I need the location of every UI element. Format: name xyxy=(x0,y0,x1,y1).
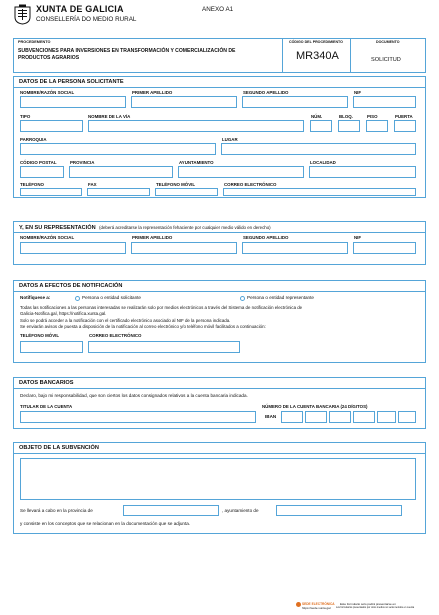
subsidy-title-rule xyxy=(13,453,426,454)
notification-mobile-field[interactable] xyxy=(20,341,83,353)
rep-name-label: NOMBRE/RAZÓN SOCIAL xyxy=(20,235,75,240)
account-group-5[interactable] xyxy=(398,411,416,423)
procedure-divider-2 xyxy=(350,38,351,73)
notification-mobile-label: TELÉFONO MÓVIL xyxy=(20,333,60,338)
rep-name-field[interactable] xyxy=(20,242,126,254)
representation-note: (deberá acreditarse la representación fehaciente por cualquier medio válido en derecho) xyxy=(99,225,271,230)
applicant-municipality-field[interactable] xyxy=(178,166,304,178)
notify-applicant-label: Persona o entidad solicitante xyxy=(82,295,141,300)
applicant-parish-label: PARROQUIA xyxy=(20,137,47,142)
representation-title: Y, EN SU REPRESENTACIÓN xyxy=(19,225,96,231)
footer-text-3: Los formularios presentados por otros medios no serán tenidos en cuenta xyxy=(336,606,415,609)
account-group-3[interactable] xyxy=(353,411,375,423)
applicant-num-field[interactable] xyxy=(310,120,332,132)
applicant-phone-label: TELÉFONO xyxy=(20,182,44,187)
applicant-place-field[interactable] xyxy=(221,143,416,155)
applicant-num-label: NÚM. xyxy=(311,114,323,119)
applicant-surname1-field[interactable] xyxy=(131,96,237,108)
applicant-floor-label: PISO xyxy=(367,114,378,119)
applicant-street-field[interactable] xyxy=(88,120,304,132)
coat-of-arms-icon xyxy=(13,4,32,25)
applicant-surname1-label: PRIMER APELLIDO xyxy=(132,90,173,95)
applicant-title-rule xyxy=(13,87,426,88)
procedure-label: PROCEDEMENTO xyxy=(18,40,51,44)
applicant-surname2-field[interactable] xyxy=(242,96,348,108)
procedure-title-1: SUBVENCIONES PARA INVERSIONES EN TRANSFORMACIÓN Y COMERCIALIZACIÓN DE xyxy=(18,48,236,54)
document-value: SOLICITUD xyxy=(371,57,401,63)
subsidy-municipality-text: , ayuntamiento de xyxy=(222,508,259,513)
applicant-nif-field[interactable] xyxy=(353,96,416,108)
applicant-title: DATOS DE LA PERSONA SOLICITANTE xyxy=(19,79,124,85)
rep-surname1-label: PRIMER APELLIDO xyxy=(132,235,173,240)
applicant-locality-label: LOCALIDAD xyxy=(310,160,336,165)
procedure-code: MR340A xyxy=(296,50,339,62)
representation-heading xyxy=(19,225,271,232)
notify-applicant-radio[interactable] xyxy=(75,296,80,301)
subsidy-title: OBJETO DE LA SUBVENCIÓN xyxy=(19,445,99,451)
iban-label: IBAN xyxy=(265,414,277,419)
rep-surname2-field[interactable] xyxy=(242,242,348,254)
notification-title-rule xyxy=(13,291,426,292)
department-name: CONSELLERÍA DO MEDIO RURAL xyxy=(36,16,137,23)
footer-text-1: Este formulario solo podrá presentarse en xyxy=(340,602,396,606)
applicant-section xyxy=(13,76,426,198)
applicant-phone-field[interactable] xyxy=(20,188,82,196)
procedure-code-label: CÓDIGO DEL PROCEDIMIENTO xyxy=(289,40,343,44)
subsidy-description-field[interactable] xyxy=(20,458,416,500)
notification-text-1: Todas las notificaciones a las personas interesadas se realizarán solo por medios electrónicos a través del Sistema de notificación electrónica de xyxy=(20,305,303,310)
rep-surname2-label: SEGUNDO APELLIDO xyxy=(243,235,289,240)
applicant-block-field[interactable] xyxy=(338,120,360,132)
applicant-email-field[interactable] xyxy=(223,188,416,196)
rep-nif-field[interactable] xyxy=(353,242,416,254)
applicant-postal-field[interactable] xyxy=(20,166,64,178)
procedure-divider-1 xyxy=(282,38,283,73)
subsidy-municipality-field[interactable] xyxy=(276,505,402,516)
applicant-place-label: LUGAR xyxy=(222,137,238,142)
bank-holder-label: TITULAR DE LA CUENTA xyxy=(20,404,73,409)
applicant-surname2-label: SEGUNDO APELLIDO xyxy=(243,90,289,95)
applicant-parish-field[interactable] xyxy=(20,143,216,155)
bank-statement: Declaro, bajo mi responsabilidad, que son ciertos los datos consignados relativos a la cuenta bancaria indicada. xyxy=(20,393,248,398)
bank-title: DATOS BANCARIOS xyxy=(19,380,74,386)
document-label: DOCUMENTO xyxy=(376,40,400,44)
sede-label: SEDE ELECTRÓNICA xyxy=(302,602,335,606)
notify-to-label: Notifíquese a: xyxy=(20,295,51,300)
rep-nif-label: NIF xyxy=(354,235,362,240)
account-group-4[interactable] xyxy=(377,411,396,423)
iban-field[interactable] xyxy=(281,411,303,423)
notification-email-label: CORREO ELECTRÓNICO xyxy=(89,333,142,338)
applicant-province-field[interactable] xyxy=(69,166,173,178)
representation-title-rule xyxy=(13,232,426,233)
applicant-type-field[interactable] xyxy=(20,120,83,132)
footer-text-2: https://sede.xunta.gal xyxy=(302,606,331,610)
bank-title-rule xyxy=(13,388,426,389)
procedure-title-2: PRODUCTOS AGRARIOS xyxy=(18,55,80,61)
account-group-2[interactable] xyxy=(329,411,351,423)
org-name: XUNTA DE GALICIA xyxy=(36,4,124,14)
notification-title: DATOS A EFECTOS DE NOTIFICACIÓN xyxy=(19,283,123,289)
rep-surname1-field[interactable] xyxy=(131,242,237,254)
applicant-mobile-field[interactable] xyxy=(155,188,218,196)
applicant-door-field[interactable] xyxy=(394,120,416,132)
applicant-floor-field[interactable] xyxy=(366,120,388,132)
applicant-fax-field[interactable] xyxy=(87,188,150,196)
applicant-mobile-label: TELÉFONO MÓVIL xyxy=(156,182,196,187)
subsidy-consists-text: y consiste en los conceptos que se relacionan en la documentación que se adjunta. xyxy=(20,521,191,526)
notification-text-3: Solo se podrá acceder a la notificación con el certificado electrónico asociado al NIF de la persona indicada. xyxy=(20,318,231,323)
applicant-municipality-label: AYUNTAMIENTO xyxy=(179,160,214,165)
notification-text-2: Galicia-Notifica.gal, https://notifica.xunta.gal. xyxy=(20,311,107,316)
applicant-fax-label: FAX xyxy=(88,182,97,187)
notify-representative-radio[interactable] xyxy=(240,296,245,301)
notification-text-4: Se enviarán avisos de puesta a disposición de la notificación al correo electrónico y/o teléfono móvil facilitados a continuación: xyxy=(20,324,266,329)
applicant-name-field[interactable] xyxy=(20,96,126,108)
applicant-street-label: NOMBRE DE LA VÍA xyxy=(88,114,131,119)
notify-representative-label: Persona o entidad representante xyxy=(247,295,314,300)
applicant-door-label: PUERTA xyxy=(395,114,413,119)
xunta-logo xyxy=(13,4,32,25)
bank-account-label: NÚMERO DE LA CUENTA BANCARIA (24 DÍGITOS) xyxy=(262,404,368,409)
subsidy-province-field[interactable] xyxy=(123,505,219,516)
sede-icon xyxy=(296,602,301,607)
notification-email-field[interactable] xyxy=(88,341,240,353)
applicant-postal-label: CÓDIGO POSTAL xyxy=(20,160,57,165)
applicant-nif-label: NIF xyxy=(354,90,362,95)
applicant-type-label: TIPO xyxy=(20,114,31,119)
account-group-1[interactable] xyxy=(305,411,327,423)
applicant-locality-field[interactable] xyxy=(309,166,416,178)
applicant-name-label: NOMBRE/RAZÓN SOCIAL xyxy=(20,90,75,95)
annex-label: ANEXO A1 xyxy=(202,6,234,13)
footer-notice xyxy=(296,602,426,612)
bank-holder-field[interactable] xyxy=(20,411,256,423)
applicant-email-label: CORREO ELECTRÓNICO xyxy=(224,182,277,187)
subsidy-province-text: Se llevará a cabo en la provincia de xyxy=(20,508,93,513)
applicant-block-label: BLOQ. xyxy=(339,114,353,119)
applicant-province-label: PROVINCIA xyxy=(70,160,95,165)
